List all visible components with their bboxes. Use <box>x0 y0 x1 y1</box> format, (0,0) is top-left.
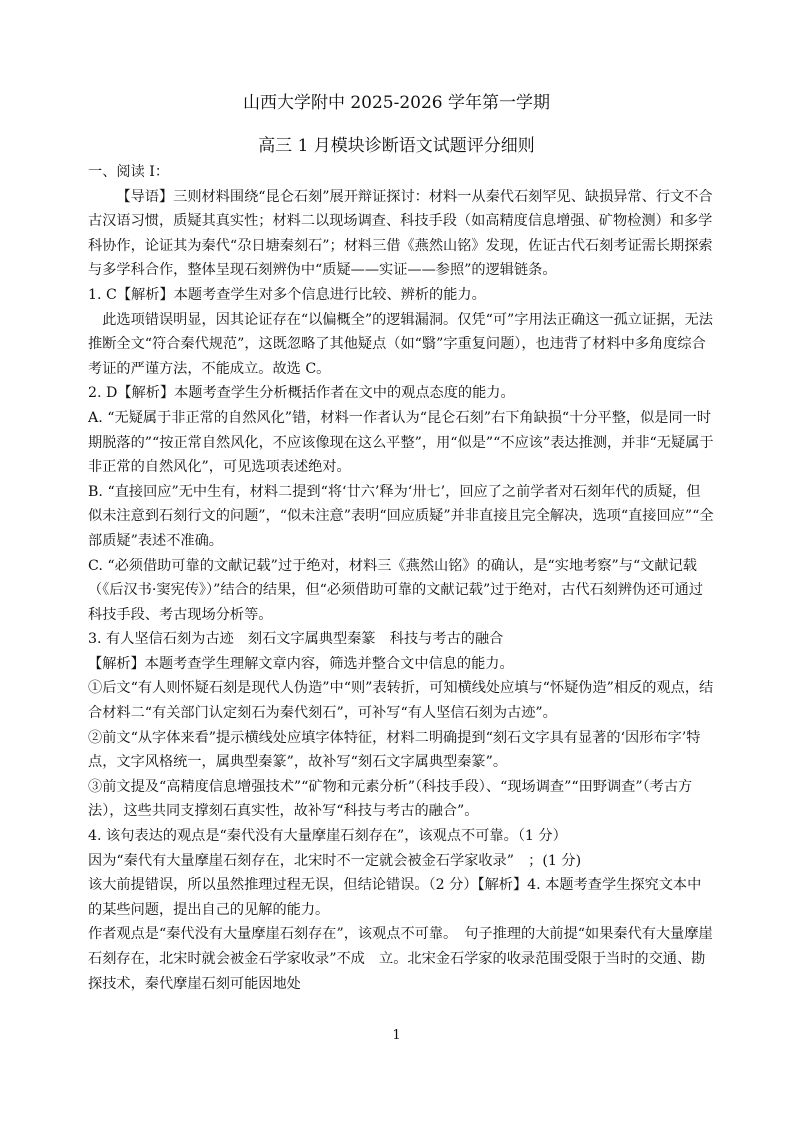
q1-paragraph: 此选项错误明显，因其论证存在“以偏概全”的逻辑漏洞。仅凭“可”字用法正确这一孤立证据，无法推断全文“符合秦代规范”，这既忽略了其他疑点（如“翳”字重复问题），也违背了材料中多角度综合考证的严谨方法，不能成立。故选 C。 <box>88 311 713 377</box>
section-heading: 一、阅读 I： <box>88 164 170 180</box>
q1-heading: 1. C【解析】本题考查学生对多个信息进行比较、辨析的能力。 <box>88 286 486 303</box>
q2-option-a: A. “无疑属于非正常的自然风化”错，材料一作者认为“昆仑石刻”右下角缺损“十分平整，似是同一时期脱落的”“按正常自然风化，不应该像现在这么平整”，用“似是”“不应该”表达推测，并非“无疑属于非正常的自然风化”，可见选项表述绝对。 <box>88 409 714 476</box>
q3-point-1: ①后文“有人则怀疑石刻是现代人伪造”中“则”表转折，可知横线处应填与“怀疑伪造”相反的观点，结合材料二“有关部门认定刻石为秦代刻石”，可补写“有人坚信石刻为古迹”。 <box>88 680 714 722</box>
q3-point-3: ③前文提及“高精度信息增强技术”“矿物和元素分析”（科技手段）、“现场调查”“田野调查”（考古方法），这些共同支撑刻石真实性，故补写“科技与考古的融合”。 <box>88 778 693 820</box>
q2-option-b: B. “直接回应”无中生有，材料二提到“将‘廿六’释为‘卅七’，回应了之前学者对石刻年代的质疑，但似未注意到石刻行文的问题”，“似未注意”表明“回应质疑”并非直接且完全解决，选项“直接回应”“全部质疑”表述不准确。 <box>88 483 714 549</box>
page-number: 1 <box>392 1028 401 1043</box>
document-body <box>88 160 714 996</box>
q4-line-2: 因为“秦代有大量摩崖石刻存在，北宋时不一定就会被金石学家收录” ；(1 分) <box>88 852 582 869</box>
intro-paragraph: 【导语】三则材料围绕“昆仑石刻”展开辩证探讨：材料一从秦代石刻罕见、缺损异常、行文不合古汉语习惯，质疑其真实性；材料二以现场调查、科技手段（如高精度信息增强、矿物检测）和多学科协作，论证其为秦代“尕日塘秦刻石”；材料三借《燕然山铭》发现，佐证古代石刻考证需长期探索与多学科合作，整体呈现石刻辨伪中“质疑——实证——参照”的逻辑链条。 <box>88 188 713 279</box>
document-subtitle: 高三 1 月模块诊断语文试题评分细则 <box>258 136 535 156</box>
q4-line-3: 该大前提错误，所以虽然推理过程无误，但结论错误。（2 分）【解析】4. 本题考查学生探究文本中的某些问题，提出自己的见解的能力。 <box>88 877 702 918</box>
q3-heading: 3. 有人坚信石刻为古迹 刻石文字属典型秦篆 科技与考古的融合 <box>88 631 504 648</box>
q2-option-c: C. “必须借助可靠的文献记载”过于绝对，材料三《燕然山铭》的确认，是“实地考察”与“文献记载（《后汉书·窦宪传》）”结合的结果，但“必须借助可靠的文献记载”过于绝对，古代石刻辨伪还可通过科技手段、考古现场分析等。 <box>88 557 704 623</box>
q4-line-4: 作者观点是“秦代没有大量摩崖石刻存在”，该观点不可靠。 句子推理的大前提“如果秦代有大量摩崖石刻存在，北宋时就会被金石学家收录”不成 立。北宋金石学家的收录范围受限于当时的交通、勘探技术，秦代摩崖石刻可能因地处 <box>88 926 713 992</box>
q3-analysis: 【解析】本题考查学生理解文章内容，筛选并整合文中信息的能力。 <box>88 655 514 672</box>
q3-point-2: ②前文“从字体来看”提示横线处应填字体特征，材料二明确提到“刻石文字具有显著的‘因形布字’特点，文字风格统一，属典型秦篆”，故补写“刻石文字属典型秦篆”。 <box>88 729 701 771</box>
q2-heading: 2. D【解析】本题考查学生分析概括作者在文中的观点态度的能力。 <box>88 385 515 402</box>
document-title: 山西大学附中 2025-2026 学年第一学期 <box>242 93 551 113</box>
q4-line-1: 4. 该句表达的观点是“秦代没有大量摩崖石刻存在”，该观点不可靠。（1 分） <box>88 828 567 845</box>
